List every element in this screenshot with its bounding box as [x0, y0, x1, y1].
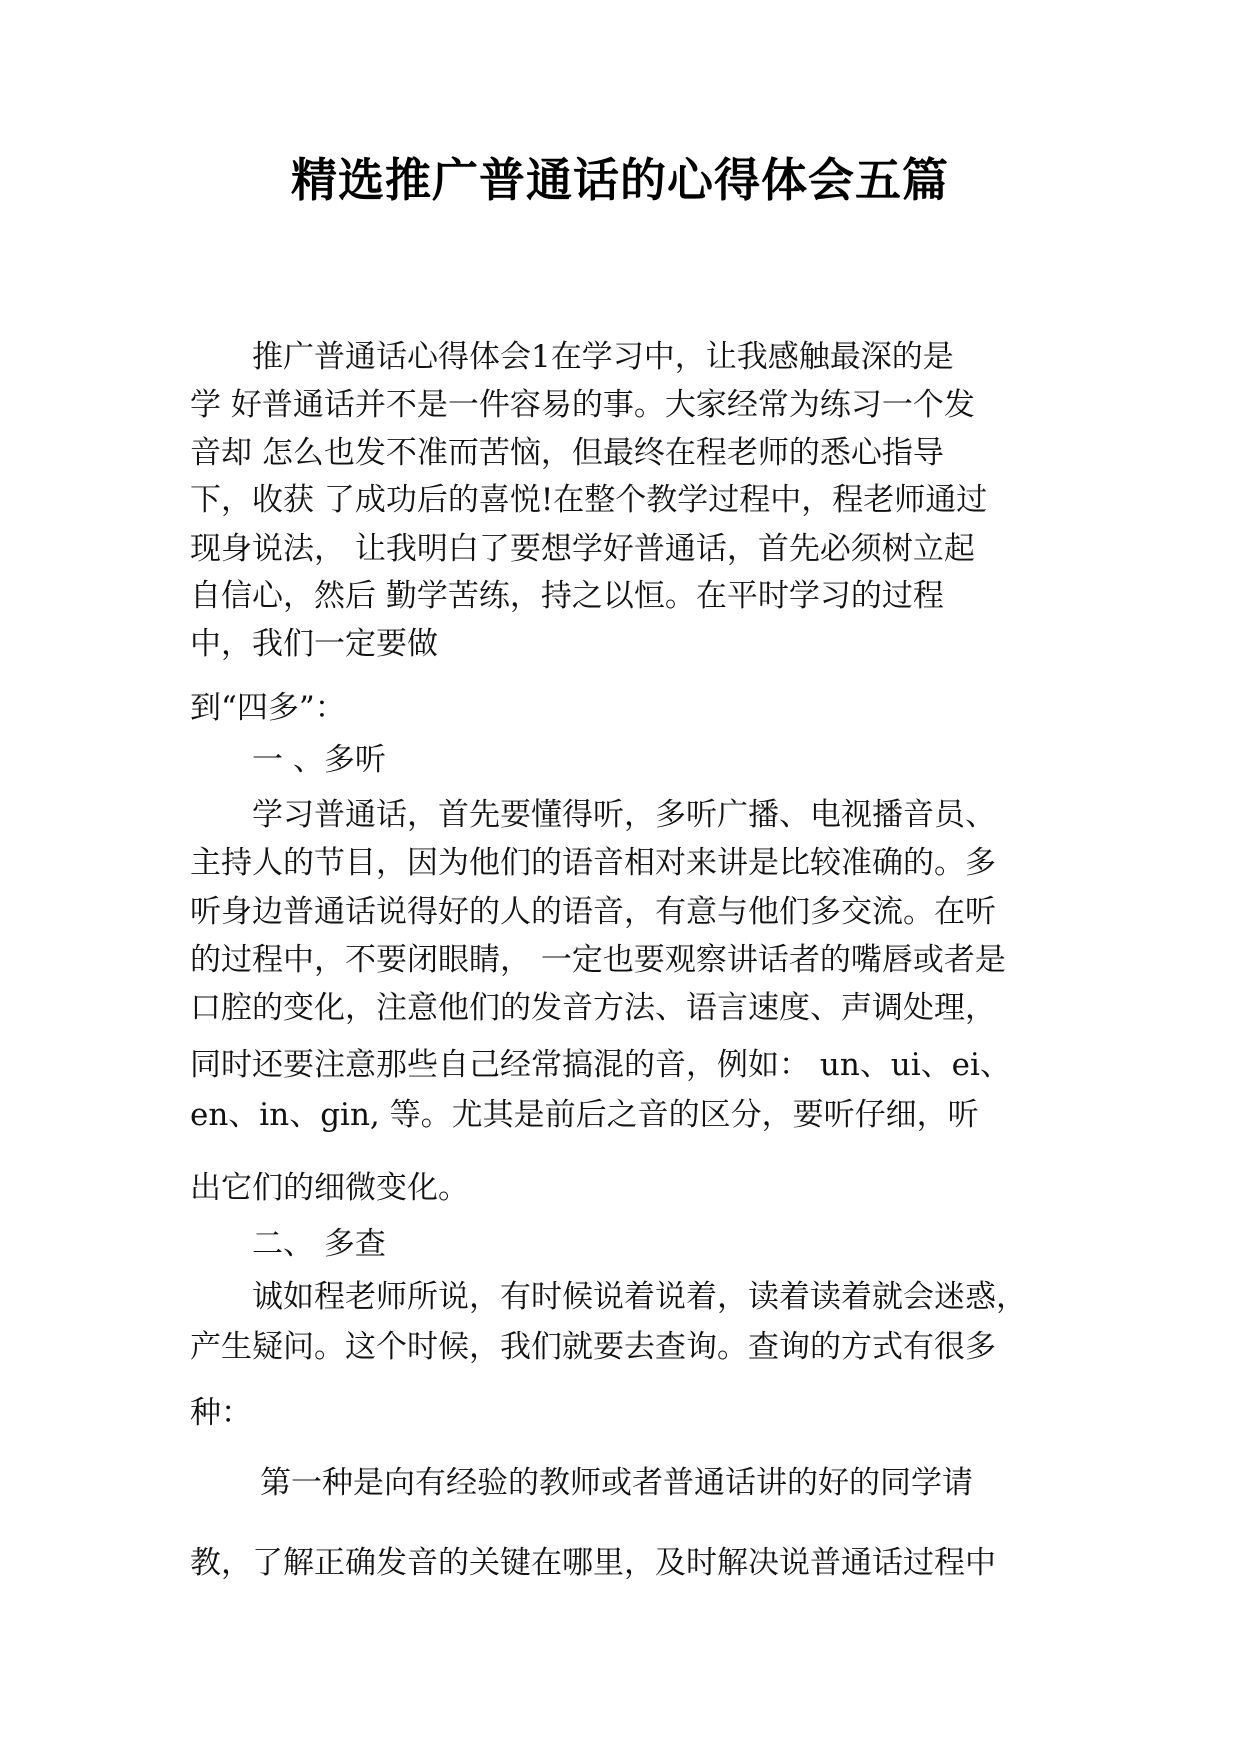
paragraph-line: 下，收获 了成功后的喜悦!在整个教学过程中，程老师通过 [190, 482, 988, 518]
paragraph-line: 同时还要注意那些自己经常搞混的音，例如： un、ui、ei、 [190, 1047, 1011, 1083]
paragraph-line: 种： [190, 1395, 252, 1431]
document-title: 精选推广普通话的心得体会五篇 [291, 153, 949, 207]
paragraph-line: 音却 怎么也发不准而苦恼，但最终在程老师的悉心指导 [190, 435, 944, 471]
paragraph-line: 推广普通话心得体会1在学习中，让我感触最深的是 [252, 339, 954, 375]
paragraph-line: 现身说法， 让我明白了要想学好普通话，首先必须树立起 [190, 531, 975, 567]
section-heading: 一 、多听 [252, 742, 386, 778]
paragraph-line: 口腔的变化，注意他们的发音方法、语言速度、声调处理， [190, 990, 996, 1026]
paragraph-line: 教，了解正确发音的关键在哪里，及时解决说普通话过程中 [190, 1545, 996, 1581]
paragraph-line: 第一种是向有经验的教师或者普通话讲的好的同学请 [260, 1465, 973, 1501]
paragraph-line: 听身边普通话说得好的人的语音，有意与他们多交流。在听 [190, 894, 996, 930]
paragraph-line: 出它们的细微变化。 [190, 1170, 469, 1206]
paragraph-line: 中，我们一定要做 [190, 626, 438, 662]
paragraph-line: 产生疑问。这个时候，我们就要去查询。查询的方式有很多 [190, 1329, 996, 1365]
paragraph-line: en、in、gin, 等。尤其是前后之音的区分，要听仔细，听 [190, 1097, 979, 1133]
paragraph-line: 到“四多”： [190, 690, 346, 726]
paragraph-line: 诚如程老师所说，有时候说着说着，读着读着就会迷惑， [252, 1279, 1027, 1315]
paragraph-line: 的过程中，不要闭眼睛， 一定也要观察讲话者的嘴唇或者是 [190, 942, 1006, 978]
paragraph-line: 自信心，然后 勤学苦练，持之以恒。在平时学习的过程 [190, 578, 944, 614]
paragraph-line: 学习普通话，首先要懂得听，多听广播、电视播音员、 [252, 797, 996, 833]
section-heading: 二、 多查 [252, 1226, 386, 1262]
paragraph-line: 学 好普通话并不是一件容易的事。大家经常为练习一个发 [190, 387, 975, 423]
paragraph-line: 主持人的节目，因为他们的语音相对来讲是比较准确的。多 [190, 845, 996, 881]
